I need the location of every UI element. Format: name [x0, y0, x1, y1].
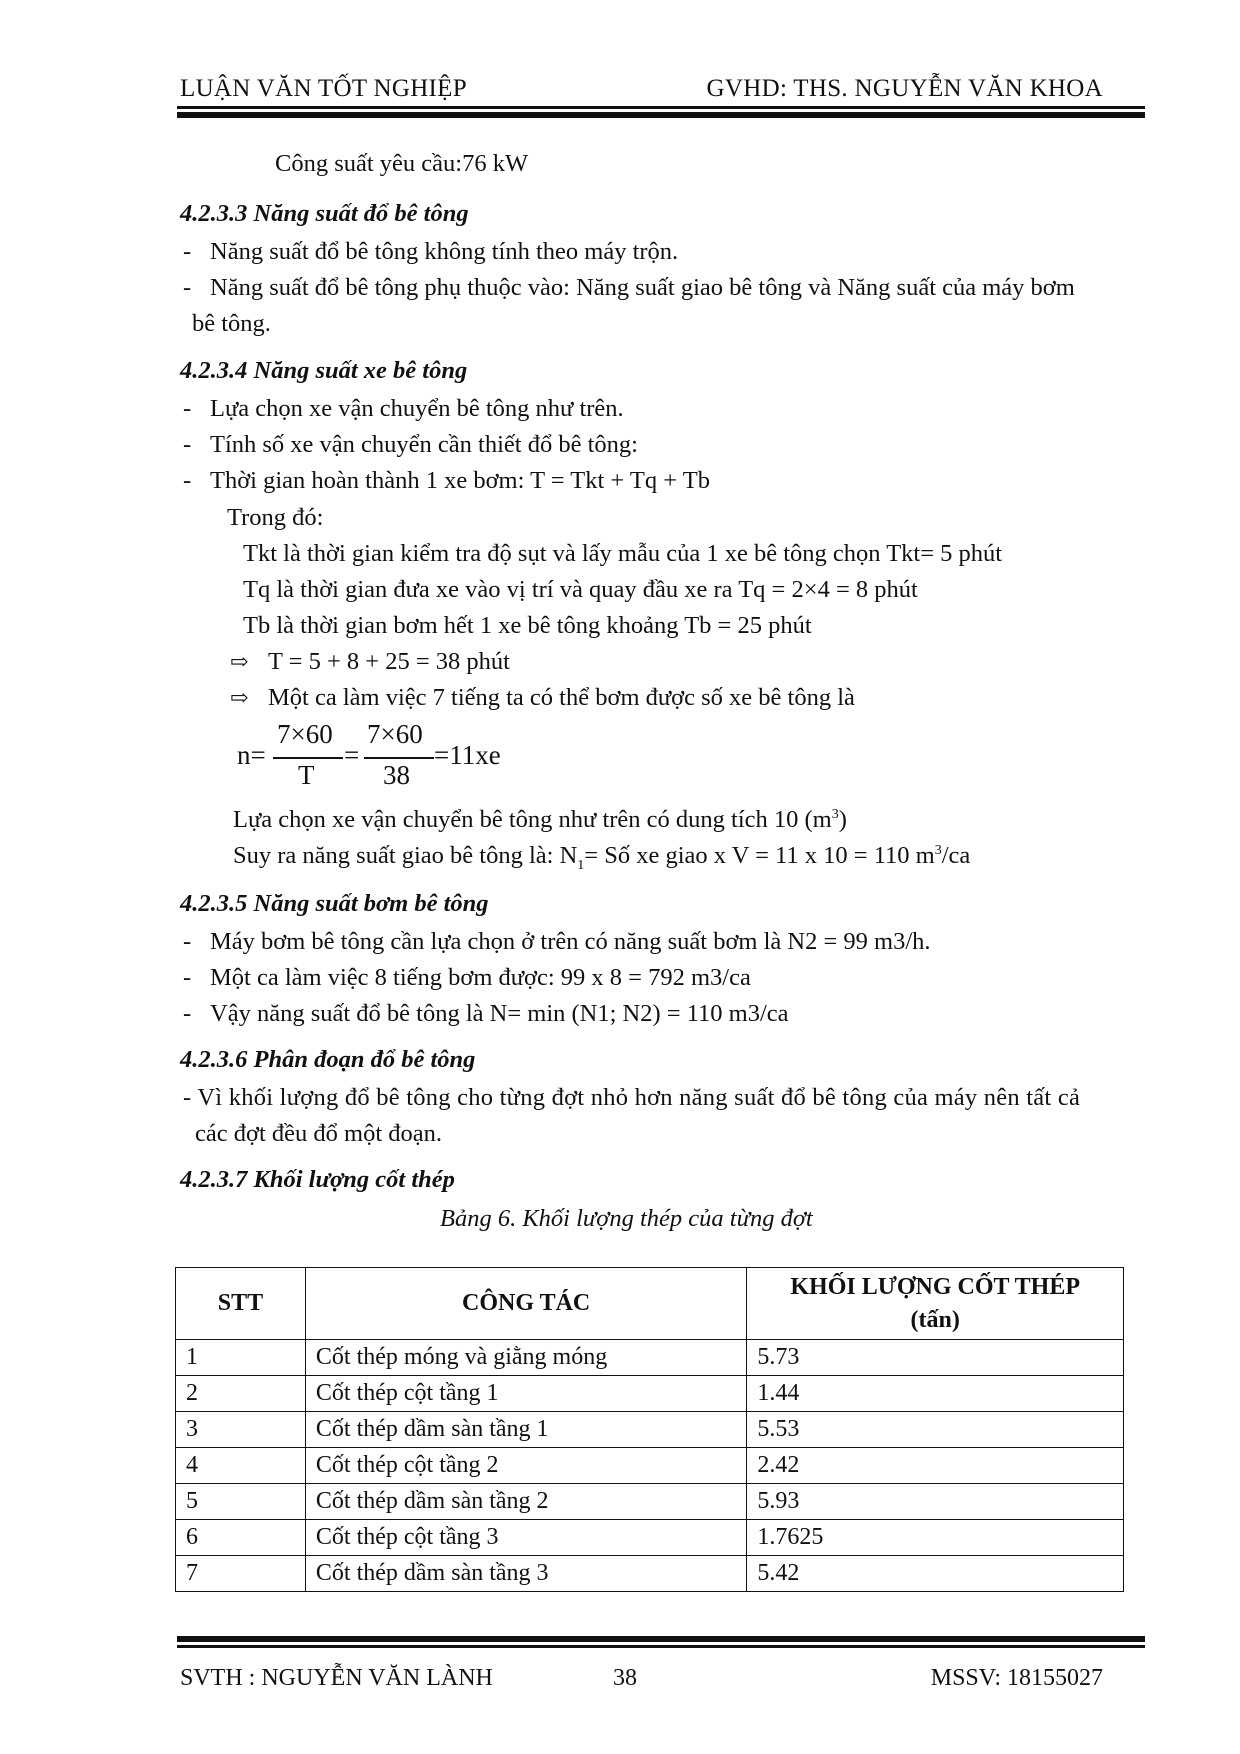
- table-row: [176, 1412, 1124, 1448]
- table-row: [176, 1448, 1124, 1484]
- bullet-dash: -: [183, 1000, 192, 1027]
- section-heading-4-2-3-7: 4.2.3.7 Khối lượng cốt thép: [180, 1166, 455, 1193]
- cell-stt: 7: [176, 1556, 306, 1592]
- paragraph-line: các đợt đều đổ một đoạn.: [195, 1120, 442, 1147]
- bullet-dash: -: [183, 274, 192, 301]
- paragraph-line: Tq là thời gian đưa xe vào vị trí và quay đầu xe ra Tq = 2×4 = 8 phút: [243, 576, 918, 603]
- formula-lhs: n=: [237, 740, 266, 770]
- section-heading-4-2-3-5: 4.2.3.5 Năng suất bơm bê tông: [180, 890, 489, 917]
- bullet-dash: -: [183, 238, 192, 265]
- cell-khoi-luong: 1.7625: [747, 1520, 1124, 1556]
- formula-result: =11xe: [434, 740, 501, 770]
- cell-stt: 4: [176, 1448, 306, 1484]
- paragraph-line: Vậy năng suất đổ bê tông là N= min (N1; N2) = 110 m3/ca: [210, 1000, 789, 1027]
- column-header-label: KHỐI LƯỢNG CỐT THÉP: [790, 1273, 1080, 1300]
- table-row: [176, 1520, 1124, 1556]
- steel-quantity-table: [175, 1267, 1124, 1592]
- table-row: [176, 1556, 1124, 1592]
- cell-khoi-luong: 5.93: [747, 1484, 1124, 1520]
- table-row: [176, 1376, 1124, 1412]
- column-header-khoi-luong: [747, 1268, 1124, 1340]
- cell-cong-tac: Cốt thép cột tầng 3: [305, 1520, 746, 1556]
- cell-khoi-luong: 5.73: [747, 1340, 1124, 1376]
- fraction-bar: [273, 757, 343, 759]
- paragraph-line: Suy ra năng suất giao bê tông là: $N_1=$ Số xe giao x V = 11 x 10 = 110 $m^3/ca$: [233, 842, 971, 873]
- cell-stt: 2: [176, 1376, 306, 1412]
- paragraph-line: Thời gian hoàn thành 1 xe bơm: T = Tkt + Tq + Tb: [210, 467, 710, 494]
- bullet-dash: -: [183, 964, 192, 991]
- paragraph-line: Một ca làm việc 7 tiếng ta có thể bơm được số xe bê tông là: [268, 684, 855, 711]
- header-advisor: GVHD: THS. NGUYỄN VĂN KHOA: [706, 75, 1103, 102]
- page-number: 38: [613, 1665, 637, 1691]
- header-rule-thin: [177, 106, 1145, 109]
- cell-khoi-luong: 5.53: [747, 1412, 1124, 1448]
- cell-stt: 3: [176, 1412, 306, 1448]
- formula-denominator: T: [298, 760, 315, 790]
- paragraph-line: Năng suất đổ bê tông không tính theo máy trộn.: [210, 238, 679, 265]
- paragraph-line: Tính số xe vận chuyển cần thiết đổ bê tông:: [210, 431, 638, 458]
- column-header-stt: STT: [176, 1268, 306, 1340]
- footer-student: SVTH : NGUYỄN VĂN LÀNH: [180, 1665, 493, 1691]
- cell-cong-tac: Cốt thép dầm sàn tầng 3: [305, 1556, 746, 1592]
- formula-denominator: 38: [383, 760, 410, 790]
- paragraph-line: Tkt là thời gian kiểm tra độ sụt và lấy mẫu của 1 xe bê tông chọn Tkt= 5 phút: [243, 540, 1003, 567]
- paragraph-line: Lựa chọn xe vận chuyển bê tông như trên có dung tích 10 $(m^3)$: [233, 806, 847, 833]
- paragraph-line: Lựa chọn xe vận chuyển bê tông như trên.: [210, 395, 624, 422]
- formula-equals: =: [344, 740, 360, 770]
- arrow-right-icon: ⇨: [230, 685, 249, 710]
- bullet-dash: -: [183, 928, 192, 955]
- section-heading-4-2-3-4: 4.2.3.4 Năng suất xe bê tông: [180, 357, 468, 384]
- paragraph-line: T = 5 + 8 + 25 = 38 phút: [268, 648, 510, 675]
- header-rule-thick: [177, 112, 1145, 118]
- table-header-row: [176, 1268, 1124, 1340]
- fraction-bar: [364, 757, 434, 759]
- column-header-unit: (tấn): [910, 1306, 960, 1333]
- table-row: [176, 1340, 1124, 1376]
- cell-khoi-luong: 1.44: [747, 1376, 1124, 1412]
- cell-cong-tac: Cốt thép móng và giằng móng: [305, 1340, 746, 1376]
- section-heading-4-2-3-3: 4.2.3.3 Năng suất đổ bê tông: [180, 200, 469, 227]
- paragraph-line: Trong đó:: [227, 504, 324, 531]
- cell-stt: 6: [176, 1520, 306, 1556]
- paragraph-line: - Vì khối lượng đổ bê tông cho từng đợt nhỏ hơn năng suất đổ bê tông của máy nên tất cả: [183, 1084, 1081, 1111]
- formula-numerator: 7×60: [277, 719, 333, 749]
- cell-stt: 5: [176, 1484, 306, 1520]
- section-heading-4-2-3-6: 4.2.3.6 Phân đoạn đổ bê tông: [180, 1046, 476, 1073]
- cell-khoi-luong: 2.42: [747, 1448, 1124, 1484]
- arrow-right-icon: ⇨: [230, 649, 249, 674]
- column-header-cong-tac: CÔNG TÁC: [305, 1268, 746, 1340]
- cell-cong-tac: Cốt thép dầm sàn tầng 2: [305, 1484, 746, 1520]
- power-requirement: Công suất yêu cầu:76 kW: [275, 150, 529, 177]
- table-row: [176, 1484, 1124, 1520]
- formula-numerator: 7×60: [367, 719, 423, 749]
- cell-stt: 1: [176, 1340, 306, 1376]
- cell-cong-tac: Cốt thép cột tầng 1: [305, 1376, 746, 1412]
- paragraph-line: bê tông.: [192, 310, 271, 337]
- footer-rule-thick: [177, 1636, 1145, 1642]
- header-thesis-title: LUẬN VĂN TỐT NGHIỆP: [180, 75, 467, 102]
- cell-cong-tac: Cốt thép cột tầng 2: [305, 1448, 746, 1484]
- footer-student-id: MSSV: 18155027: [930, 1665, 1103, 1691]
- table-caption: Bảng 6. Khối lượng thép của từng đợt: [440, 1205, 813, 1232]
- bullet-dash: -: [183, 431, 192, 458]
- paragraph-line: Máy bơm bê tông cần lựa chọn ở trên có năng suất bơm là N2 = 99 m3/h.: [210, 928, 931, 955]
- cell-khoi-luong: 5.42: [747, 1556, 1124, 1592]
- bullet-dash: -: [183, 467, 192, 494]
- paragraph-line: Tb là thời gian bơm hết 1 xe bê tông khoảng Tb = 25 phút: [243, 612, 812, 639]
- cell-cong-tac: Cốt thép dầm sàn tầng 1: [305, 1412, 746, 1448]
- paragraph-line: Năng suất đổ bê tông phụ thuộc vào: Năng suất giao bê tông và Năng suất của máy bơm: [210, 274, 1075, 301]
- bullet-dash: -: [183, 395, 192, 422]
- paragraph-line: Một ca làm việc 8 tiếng bơm được: 99 x 8 = 792 m3/ca: [210, 964, 751, 991]
- footer-rule-thin: [177, 1645, 1145, 1648]
